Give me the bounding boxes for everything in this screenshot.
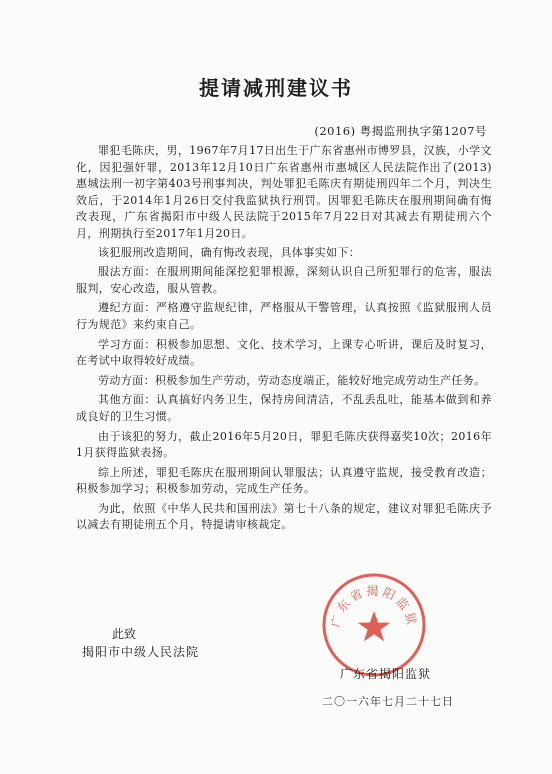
- paragraph-recommendation: 为此，依照《中华人民共和国刑法》第七十八条的规定，建议对罪犯毛陈庆予以减去有期徒刑五个月，特提请审核裁定。: [76, 501, 492, 532]
- signature-date: 二〇一六年七月二十七日: [322, 695, 454, 708]
- paragraph-offender-info: 罪犯毛陈庆，男，1967年7月17日出生于广东省惠州市博罗县，汉族，小学文化，因犯强奸罪，2013年12月10日广东省惠州市惠城区人民法院作出了(2013)惠城法刑一初字第403号刑事判决，判处罪犯毛陈庆有期徒刑四年二个月，判决生效后，于2014年1月26日交付我监狱执行刑罚。因罪犯毛陈庆在服刑期间确有悔改表现，广东省揭阳市中级人民法院于2015年7月22日对其减去有期徒刑六个月，刑期执行至2017年1月20日。: [76, 144, 492, 240]
- paragraph-discipline: 遵纪方面：严格遵守监规纪律，严格服从干警管理，认真按照《监狱服刑人员行为规范》来约束自己。: [76, 301, 492, 331]
- document-body: [76, 143, 492, 537]
- official-seal: [320, 571, 428, 679]
- closing-salutation: 此致: [112, 627, 137, 641]
- paragraph-intro-facts: 该犯服刑改造期间，确有悔改表现，具体事实如下：: [98, 245, 361, 259]
- document-number: (2016) 粤揭监刑执字第1207号: [314, 124, 487, 138]
- paragraph-summary: 综上所述，罪犯毛陈庆在服刑期间认罪服法；认真遵守监规，接受教育改造；积极参加学习；积极参加劳动，完成生产任务。: [76, 465, 492, 496]
- paragraph-obey-law: 服法方面：在服刑期间能深挖犯罪根源，深刻认识自己所犯罪行的危害，服法服判，安心改造，服从管教。: [76, 265, 492, 295]
- paragraph-awards: 由于该犯的努力，截止2016年5月20日，罪犯毛陈庆获得嘉奖10次；2016年1月获得监狱表扬。: [76, 429, 492, 460]
- document-title: 提请减刑建议书: [199, 76, 353, 100]
- paragraph-labor: 劳动方面：积极参加生产劳动，劳动态度端正，能较好地完成劳动生产任务。: [98, 373, 486, 387]
- paragraph-study: 学习方面：积极参加思想、文化、技术学习，上课专心听讲，课后及时复习，在考试中取得较好成绩。: [76, 337, 492, 368]
- seal-star-icon: [358, 611, 391, 641]
- svg-text:广东省揭阳监狱: 广东省揭阳监狱: [328, 584, 420, 629]
- signature-organization: 广东省揭阳监狱: [340, 667, 432, 681]
- paragraph-other: 其他方面：认真搞好内务卫生，保持房间清洁，不乱丢乱吐，能基本做到和养成良好的卫生习惯。: [76, 393, 492, 423]
- closing-recipient: 揭阳市中级人民法院: [82, 645, 200, 659]
